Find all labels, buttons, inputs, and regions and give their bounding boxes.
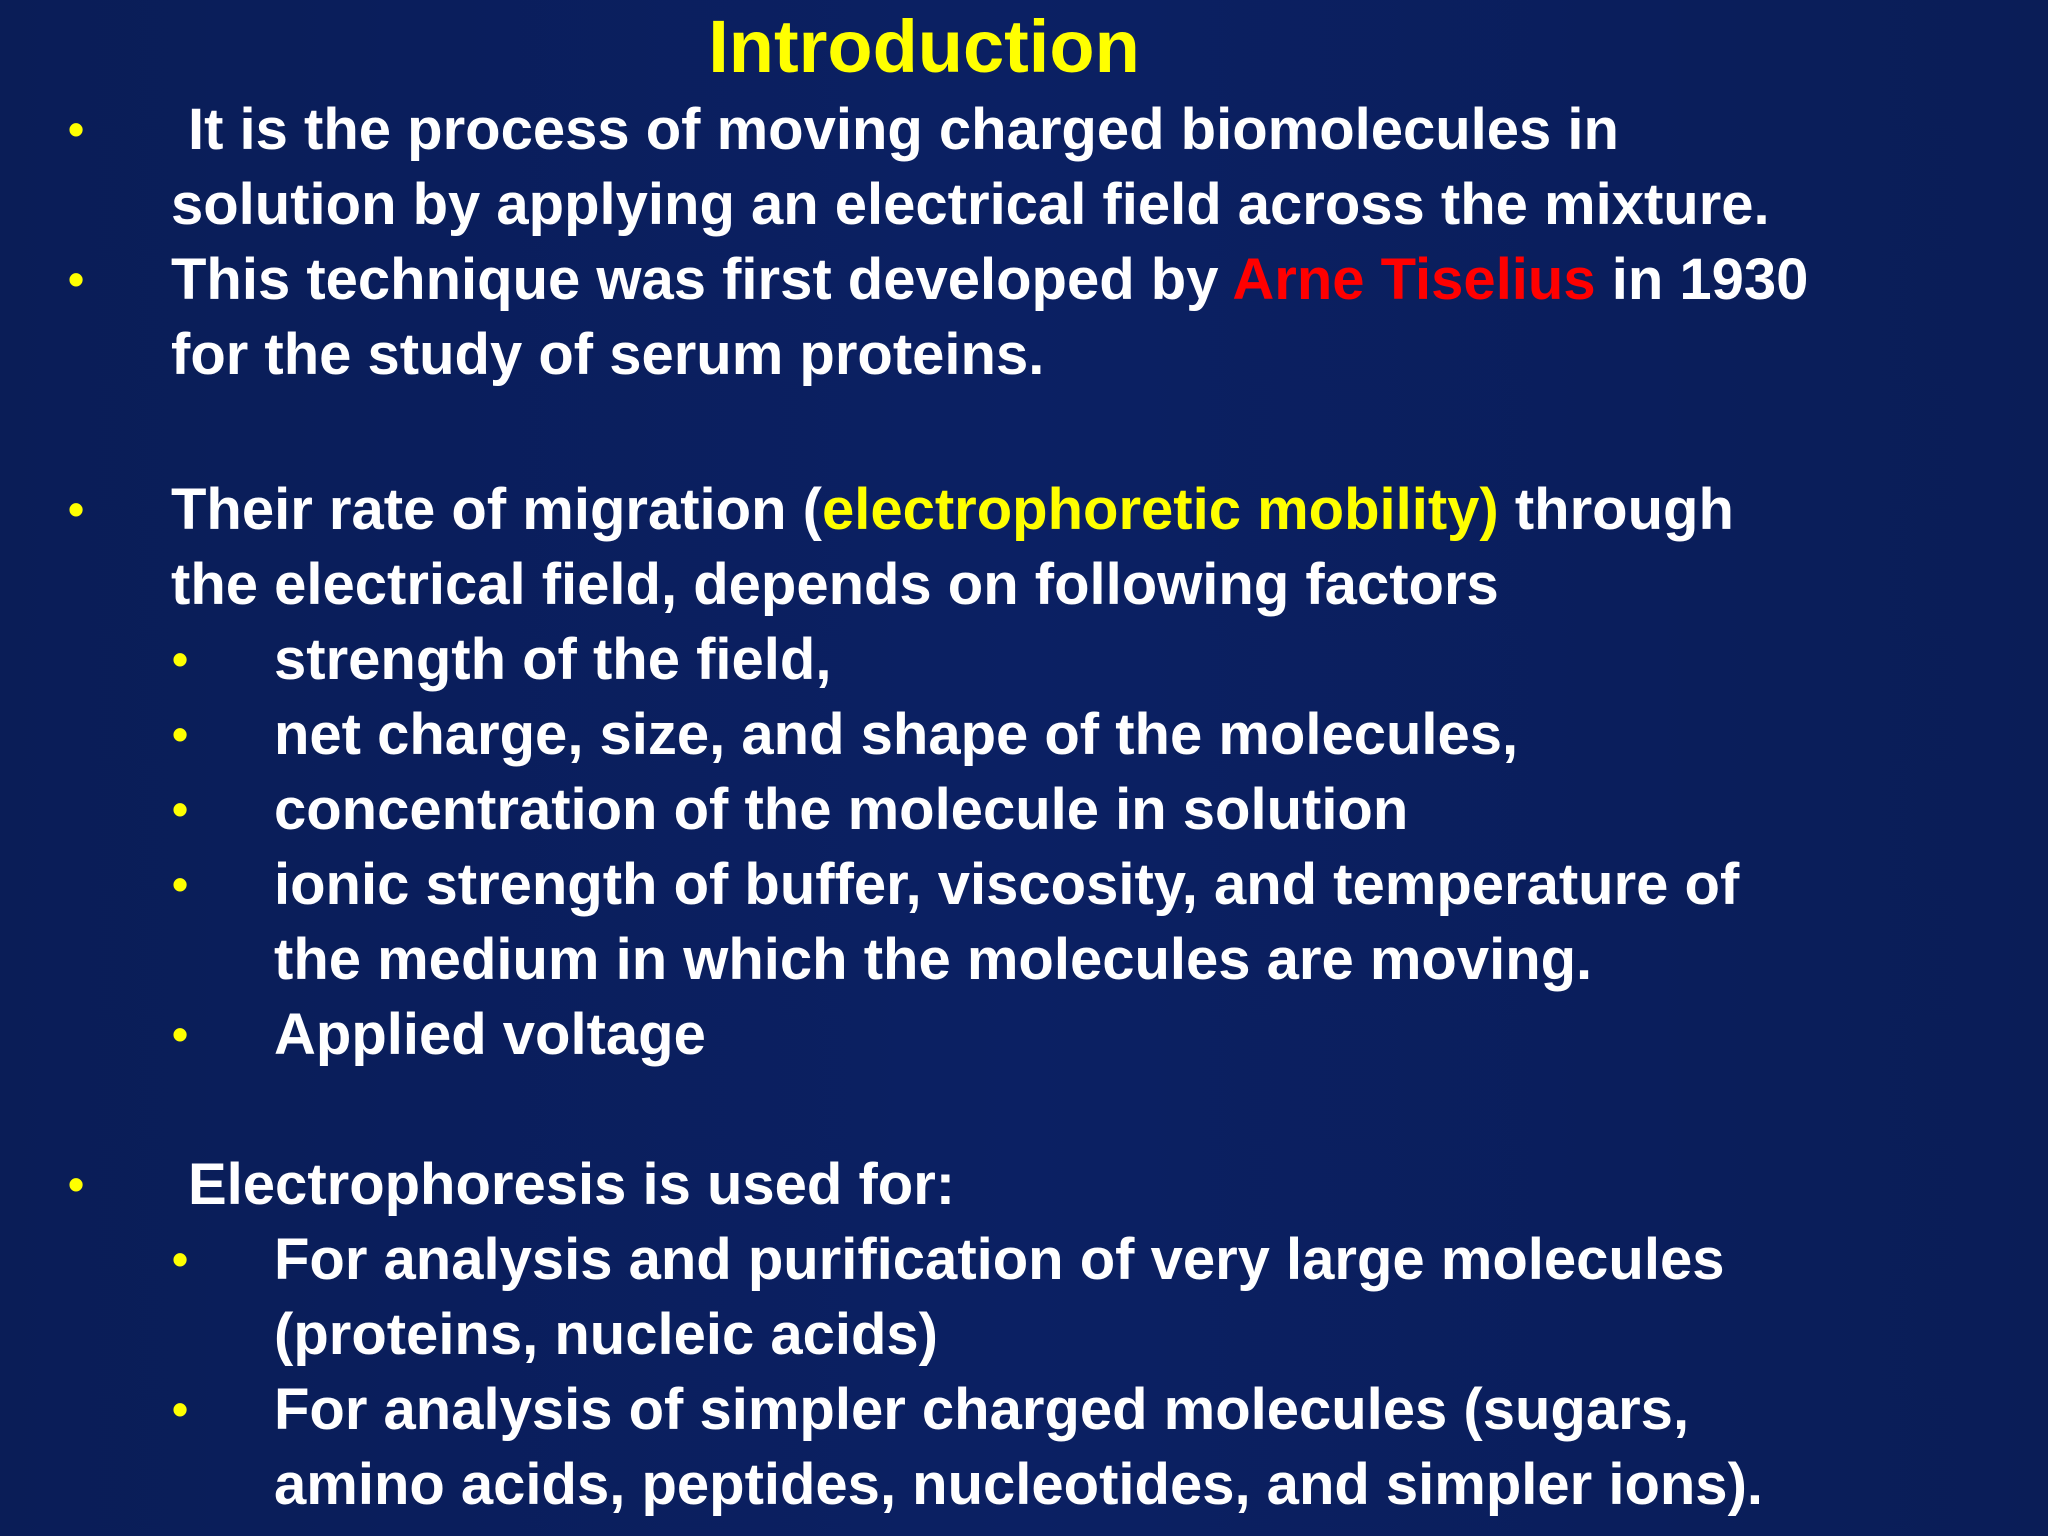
bullet-icon: •	[68, 253, 85, 305]
factor-5: Applied voltage	[274, 1002, 706, 1067]
sub-bullet-icon: •	[172, 783, 189, 835]
p1-line1: It is the process of moving charged biomolecules in	[188, 97, 1619, 162]
factor-1: strength of the field,	[274, 627, 832, 692]
p3-line1	[171, 472, 1734, 547]
p1-line2: solution by applying an electrical field across the mixture.	[171, 172, 1770, 237]
p3-highlight: electrophoretic mobility)	[821, 477, 1499, 542]
bullet-icon: •	[68, 483, 85, 535]
slide-title: Introduction	[708, 5, 1140, 88]
p2-text-pre: This technique was first developed by	[171, 247, 1233, 312]
p2-text-post: in 1930	[1595, 247, 1809, 312]
p4-heading: Electrophoresis is used for:	[188, 1152, 956, 1217]
sub-bullet-icon: •	[172, 1383, 189, 1435]
use-1-line2: (proteins, nucleic acids)	[274, 1302, 938, 1367]
bullet-icon: •	[68, 103, 85, 155]
p2-line2: for the study of serum proteins.	[171, 322, 1045, 387]
sub-bullet-icon: •	[172, 1233, 189, 1285]
p2-name-highlight: Arne Tiselius	[1232, 247, 1596, 312]
sub-bullet-icon: •	[172, 633, 189, 685]
bullet-icon: •	[68, 1158, 85, 1210]
use-2-line1: For analysis of simpler charged molecules (sugars,	[274, 1377, 1690, 1442]
factor-4-line1: ionic strength of buffer, viscosity, and temperature of	[274, 852, 1740, 917]
use-1-line1: For analysis and purification of very large molecules	[274, 1227, 1725, 1292]
factor-2: net charge, size, and shape of the molecules,	[274, 702, 1519, 767]
factor-3: concentration of the molecule in solution	[274, 777, 1409, 842]
use-2-line2: amino acids, peptides, nucleotides, and simpler ions).	[274, 1452, 1763, 1517]
p3-text-pre: Their rate of migration (	[171, 477, 822, 542]
sub-bullet-icon: •	[172, 708, 189, 760]
p3-text-post: through	[1498, 477, 1734, 542]
p2-line1	[171, 242, 1808, 317]
sub-bullet-icon: •	[172, 1008, 189, 1060]
sub-bullet-icon: •	[172, 858, 189, 910]
factor-4-line2: the medium in which the molecules are moving.	[274, 927, 1593, 992]
p3-line2: the electrical field, depends on following factors	[171, 552, 1499, 617]
